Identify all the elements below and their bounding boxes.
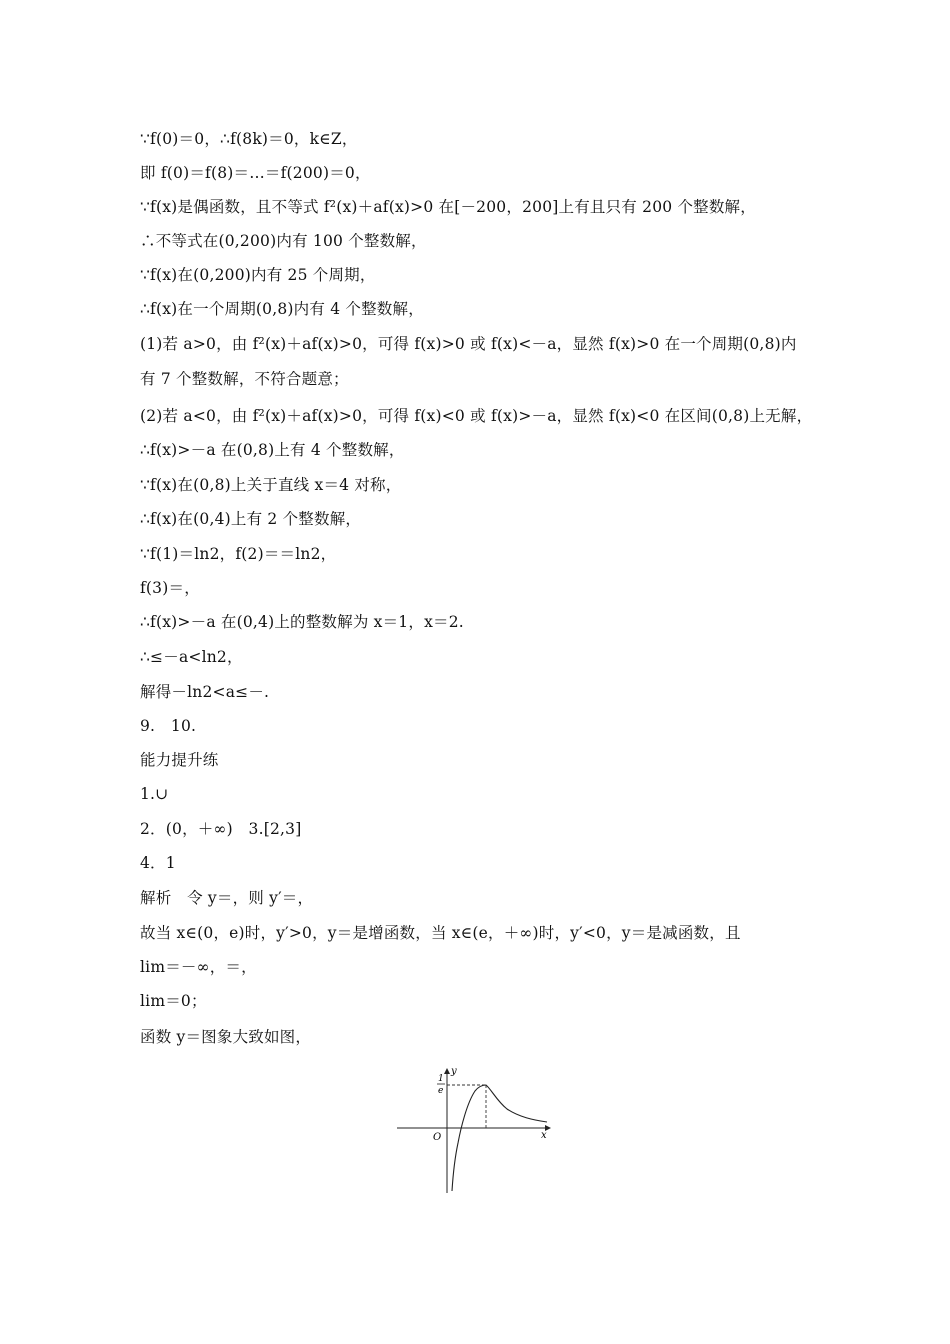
text-line: (1)若 a>0，由 f²(x)＋af(x)>0，可得 f(x)>0 或 f(x)<－a，显然 f(x)>0 在一个周期(0,8)内 <box>140 335 797 353</box>
origin-label: O <box>433 1132 442 1143</box>
function-graph-svg <box>395 1065 560 1195</box>
text-line: ∴f(x)>－a 在(0,8)上有 4 个整数解， <box>140 441 405 459</box>
text-line: lim＝－∞，＝， <box>140 958 257 976</box>
text-line: lim＝0； <box>140 992 207 1010</box>
text-line: ∴f(x)在一个周期(0,8)内有 4 个整数解， <box>140 300 424 318</box>
text-line: ∴f(x)>－a 在(0,4)上的整数解为 x＝1，x＝2. <box>140 613 464 631</box>
text-line: ∵f(0)＝0，∴f(8k)＝0，k∈Z， <box>140 130 358 148</box>
text-line: ∵f(x)是偶函数，且不等式 f²(x)＋af(x)>0 在[－200，200]上有且只有 200 个整数解， <box>140 198 756 216</box>
function-curve <box>452 1085 547 1191</box>
text-line: ∵f(x)在(0,8)上关于直线 x＝4 对称， <box>140 476 402 494</box>
y-axis-label: y <box>451 1066 457 1077</box>
function-graph-figure <box>395 1065 560 1195</box>
tick-numerator: 1 <box>438 1074 444 1084</box>
x-axis-label: x <box>541 1130 547 1141</box>
text-line: 即 f(0)＝f(8)＝…＝f(200)＝0， <box>140 164 371 182</box>
answer-line: 1.∪ <box>140 785 169 803</box>
text-line: 故当 x∈(0，e)时，y′>0，y＝是增函数，当 x∈(e，＋∞)时，y′<0，y＝是减函数，且 <box>140 924 741 942</box>
text-line: ∴f(x)在(0,4)上有 2 个整数解， <box>140 510 362 528</box>
text-line: 解析 令 y＝，则 y′＝， <box>140 889 314 907</box>
text-line: ∴≤－a<ln2， <box>140 648 243 666</box>
tick-denominator: e <box>438 1086 444 1096</box>
text-line: ∵f(x)在(0,200)内有 25 个周期， <box>140 266 376 284</box>
text-line: ∵f(1)＝ln2，f(2)＝＝ln2， <box>140 545 337 563</box>
text-line: 9. 10. <box>140 717 197 735</box>
text-line: 函数 y＝图象大致如图， <box>140 1028 312 1046</box>
text-line: ∴不等式在(0,200)内有 100 个整数解， <box>140 232 427 250</box>
text-line: 有 7 个整数解，不符合题意； <box>140 370 349 388</box>
answer-line: 2．(0，＋∞) 3.[2,3] <box>140 820 302 838</box>
text-line: f(3)＝， <box>140 579 200 597</box>
text-line: 解得－ln2<a≤－. <box>140 683 270 701</box>
text-line: (2)若 a<0，由 f²(x)＋af(x)>0，可得 f(x)<0 或 f(x)>－a，显然 f(x)<0 在区间(0,8)上无解， <box>140 407 813 425</box>
section-heading: 能力提升练 <box>140 751 219 769</box>
answer-line: 4．1 <box>140 854 176 872</box>
